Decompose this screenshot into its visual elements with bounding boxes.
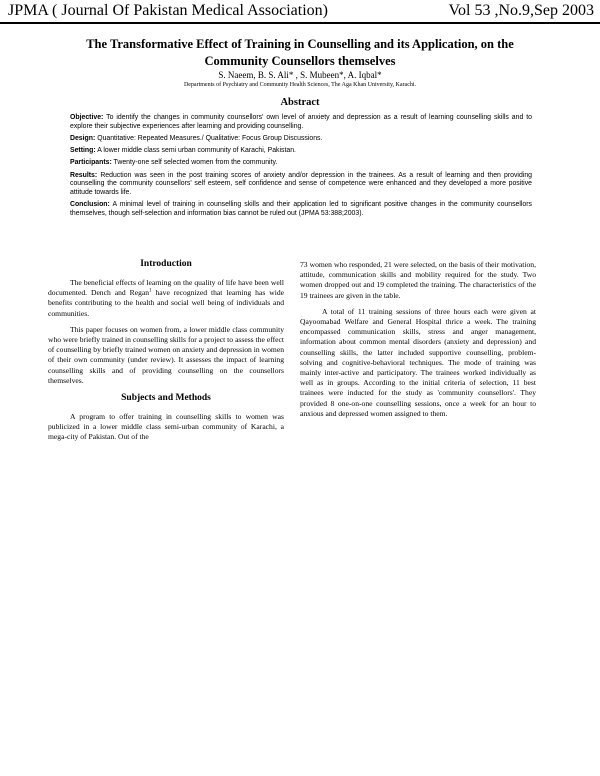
methods-paragraph-2: 73 women who responded, 21 were selected, on the basis of their motivation, attitude, communication skills and mobility required for the study. Two women dropped out and 19 completed the training. The characteristics of the 19 trainees are given in the table. xyxy=(300,260,536,300)
conclusion-label: Conclusion: xyxy=(70,201,110,209)
abstract-body xyxy=(70,114,532,222)
citation-superscript: 1 xyxy=(149,288,152,294)
intro-paragraph-2: This paper focuses on women from, a lower middle class community who were briefly trained in counselling skills for a project to assess the effect of counselling by briefly trained women on anxiety and depression in women of their own community (under review). It assesses the impact of learning counselling skills and of providing counselling on the counsellors themselves. xyxy=(48,324,284,385)
intro-paragraph-1 xyxy=(48,278,284,319)
article-title xyxy=(40,36,560,70)
methods-paragraph-1: A program to offer training in counselling skills to women was publicized in a lower middle class semi-urban community of Karachi, a mega-city of Pakistan. Out of the xyxy=(48,412,284,442)
left-column xyxy=(48,254,284,449)
author-list: S. Naeem, B. S. Ali* , S. Mubeen*, A. Iqbal* xyxy=(218,70,382,80)
setting-label: Setting: xyxy=(70,147,96,155)
design-text: Quantitative: Repeated Measures./ Qualitative: Focus Group Discussions. xyxy=(97,134,323,142)
participants-text: Twenty-one self selected women from the community. xyxy=(113,159,278,167)
intro-p1-text-a: The beneficial effects of learning on the quality of life have been well documented. Dench and Regan xyxy=(48,278,284,298)
results-label: Results: xyxy=(70,171,98,179)
journal-header xyxy=(0,0,600,24)
article-title-line2: Community Counsellors themselves xyxy=(204,54,396,68)
abstract-participants xyxy=(70,159,532,168)
intro-p1-text-b: have recognized that learning has wide benefits contributing to the health and social well being of individuals and communities. xyxy=(48,288,284,318)
methods-paragraph-3: A total of 11 training sessions of three hours each were given at Qayoomabad Welfare and General Hospital thrice a week. The training encompassed communication skills, stress and anger management, information about common mental disorders (anxiety and depression) and counselling skills, the latter included supportive counselling, problem-solving and cognitive-behavioral techniques. The mode of training was mainly inter-active and participatory. The trainees worked individually as well as in groups. According to the initial criteria of selection, 11 best trainees were inducted for the study as 'community counsellors'. They provided 8 one-on-one counselling sessions, once a week for an hour to anxious and depressed women assigned to them. xyxy=(300,306,536,418)
journal-name: JPMA ( Journal Of Pakistan Medical Association) xyxy=(8,2,328,19)
abstract-results xyxy=(70,172,532,198)
abstract-objective xyxy=(70,114,532,132)
methods-heading: Subjects and Methods xyxy=(121,393,211,404)
introduction-heading: Introduction xyxy=(140,259,192,269)
results-text: Reduction was seen in the post training scores of anxiety and/or depression in the trainees. As a result of learning and then providing counselling the community counsellors' self esteem, self confidence and sense of competence were enhanced and they developed a more positive attitude towards life. xyxy=(70,171,532,197)
setting-text: A lower middle class semi urban community of Karachi, Pakistan. xyxy=(97,147,296,155)
participants-label: Participants: xyxy=(70,159,112,167)
objective-label: Objective: xyxy=(70,114,104,121)
article-title-line1: The Transformative Effect of Training in Counselling and its Application, on the xyxy=(86,37,514,51)
conclusion-text: A minimal level of training in counselling skills and their application led to significant positive changes in the community counsellors themselves, though self-selection and information bias cannot be ruled out (JPMA 53:388;2003). xyxy=(70,201,532,218)
abstract-design xyxy=(70,135,532,144)
abstract-conclusion xyxy=(70,201,532,219)
objective-text: To identify the changes in community counsellors' own level of anxiety and depression as a result of learning counselling skills and to explore their subjective experiences after learning and providing counselling. xyxy=(70,114,532,130)
abstract-setting xyxy=(70,147,532,156)
design-label: Design: xyxy=(70,134,96,142)
right-column xyxy=(300,260,536,425)
abstract-heading: Abstract xyxy=(280,97,320,108)
journal-issue: Vol 53 ,No.9,Sep 2003 xyxy=(448,2,594,19)
author-affiliation: Departments of Psychiatry and Community Health Sciences, The Aga Khan University, Karachi. xyxy=(183,82,417,88)
